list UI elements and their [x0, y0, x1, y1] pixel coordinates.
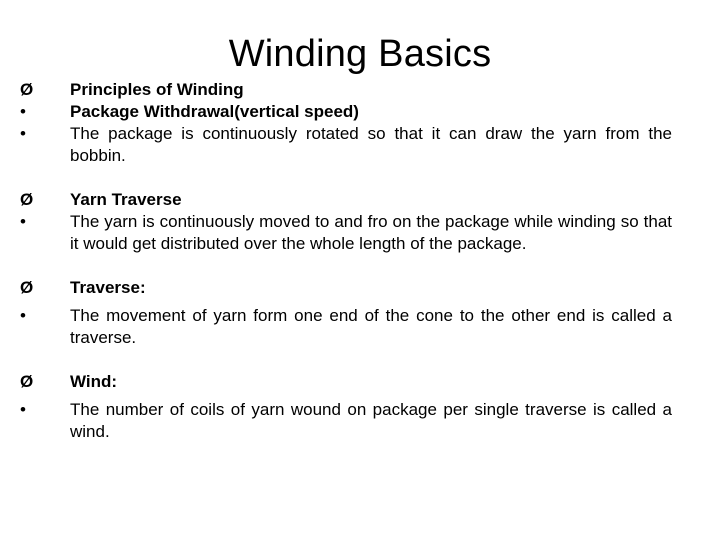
bullet-dot-icon: • — [20, 306, 26, 325]
section-traverse — [20, 277, 672, 349]
arrow-bullet-icon: Ø — [20, 190, 34, 209]
bullet-text: Package Withdrawal(vertical speed) — [70, 102, 359, 121]
page-title: Winding Basics — [228, 33, 492, 75]
section-heading — [20, 371, 672, 393]
section-yarn-traverse — [20, 189, 672, 255]
bullet-dot-icon: • — [20, 400, 26, 419]
bullet-text: The package is continuously rotated so that it can draw the yarn from the bobbin. — [70, 124, 672, 165]
bullet-text: The number of coils of yarn wound on package per single traverse is called a wind. — [70, 400, 672, 441]
bullet-dot-icon: • — [20, 102, 26, 121]
bullet-item — [20, 101, 672, 123]
bullet-item — [20, 211, 672, 255]
heading-text: Principles of Winding — [70, 80, 244, 99]
bullet-item — [20, 305, 672, 349]
bullet-text: The movement of yarn form one end of the cone to the other end is called a traverse. — [70, 306, 672, 347]
heading-text: Yarn Traverse — [70, 190, 182, 209]
section-principles-of-winding — [20, 79, 672, 167]
bullet-dot-icon: • — [20, 124, 26, 143]
arrow-bullet-icon: Ø — [20, 278, 34, 297]
heading-text: Traverse: — [70, 278, 146, 297]
section-heading — [20, 189, 672, 211]
section-wind — [20, 371, 672, 443]
bullet-item — [20, 399, 672, 443]
section-heading — [20, 79, 672, 101]
arrow-bullet-icon: Ø — [20, 80, 34, 99]
section-heading — [20, 277, 672, 299]
slide-content — [20, 79, 672, 443]
bullet-text: The yarn is continuously moved to and fro on the package while winding so that it would get distributed over the whole length of the package. — [70, 212, 672, 253]
bullet-item — [20, 123, 672, 167]
bullet-dot-icon: • — [20, 212, 26, 231]
arrow-bullet-icon: Ø — [20, 372, 34, 391]
heading-text: Wind: — [70, 372, 118, 391]
